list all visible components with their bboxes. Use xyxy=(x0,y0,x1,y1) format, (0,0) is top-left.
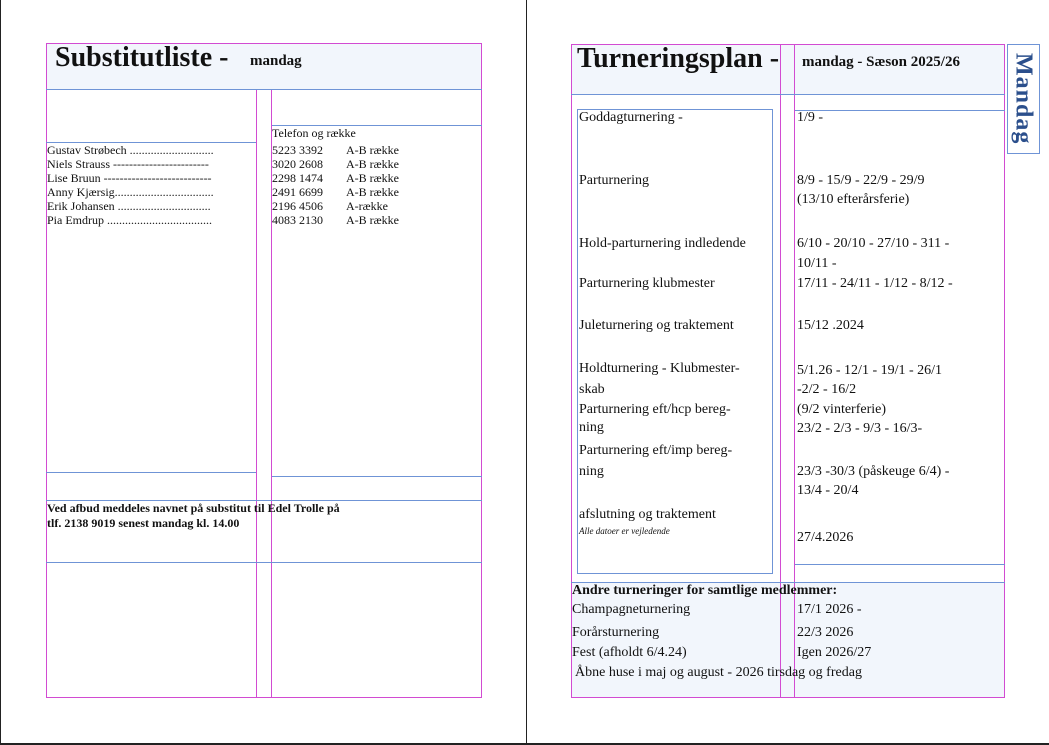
other-name: Fest (afholdt 6/4.24) xyxy=(572,645,687,660)
substitute-phone: 3020 2608 xyxy=(272,157,323,171)
event-dates: (13/10 efterårsferie) xyxy=(797,192,910,207)
left-page-title-day: mandag xyxy=(250,53,302,69)
event-name: skab xyxy=(579,382,605,397)
event-name: ning xyxy=(579,464,604,479)
substitute-row: A-B række xyxy=(346,213,399,227)
event-dates: 13/4 - 20/4 xyxy=(797,483,859,498)
substitute-name: Gustav Strøbech ............................ xyxy=(47,143,214,157)
spread-divider xyxy=(526,0,527,745)
other-name: Forårsturnering xyxy=(572,625,660,640)
substitute-row: A-B række xyxy=(346,157,399,171)
rule xyxy=(46,562,482,563)
event-dates: 5/1.26 - 12/1 - 19/1 - 26/1 xyxy=(797,363,943,378)
notice-line: Ved afbud meddeles navnet på substitut til Edel Trolle på xyxy=(47,501,340,515)
substitute-name: Anny Kjærsig................................. xyxy=(47,185,214,199)
substitute-row: A-række xyxy=(346,199,388,213)
event-name: Parturnering klubmester xyxy=(579,276,715,291)
substitute-phone: 2196 4506 xyxy=(272,199,323,213)
event-dates: -2/2 - 16/2 xyxy=(797,382,857,397)
right-column-gutter xyxy=(780,44,795,698)
event-name: Parturnering xyxy=(579,173,649,188)
side-label: Mandag xyxy=(1010,53,1037,145)
substitute-row: A-B række xyxy=(346,143,399,157)
event-name: ning xyxy=(579,420,604,435)
substitute-phone: 5223 3392 xyxy=(272,143,323,157)
substitute-name: Niels Strauss ------------------------ xyxy=(47,157,209,171)
event-name: Hold-parturnering indledende xyxy=(579,236,746,251)
other-name: Champagneturnering xyxy=(572,602,691,617)
event-dates: 23/3 -30/3 (påskeuge 6/4) - xyxy=(797,464,950,479)
notice-line: tlf. 2138 9019 senest mandag kl. 14.00 xyxy=(47,516,240,530)
right-page-title: Turneringsplan - xyxy=(577,43,780,74)
other-dates: Igen 2026/27 xyxy=(797,645,872,660)
left-edge xyxy=(0,0,1,745)
left-page-title: Substitutliste - xyxy=(55,42,229,73)
other-dates: 22/3 2026 xyxy=(797,625,854,640)
substitute-row: A-B række xyxy=(346,171,399,185)
event-dates: 17/11 - 24/11 - 1/12 - 8/12 - xyxy=(797,276,953,291)
other-tournaments-title: Andre turneringer for samtlige medlemmer: xyxy=(572,583,838,598)
event-name: Parturnering eft/imp bereg- xyxy=(579,443,733,458)
rule xyxy=(795,564,1005,565)
rule xyxy=(571,94,1005,95)
substitute-phone: 2298 1474 xyxy=(272,171,323,185)
event-dates: 15/12 .2024 xyxy=(797,318,864,333)
event-name: Goddagturnering - xyxy=(579,110,683,125)
other-last: Åbne huse i maj og august - 2026 tirsdag og fredag xyxy=(575,665,862,680)
disclaimer: Alle datoer er vejledende xyxy=(579,526,670,536)
substitute-phone: 2491 6699 xyxy=(272,185,323,199)
rule xyxy=(46,89,482,90)
substitute-phone: 4083 2130 xyxy=(272,213,323,227)
event-name: Juleturnering og traktement xyxy=(579,318,734,333)
right-page-subtitle: mandag - Sæson 2025/26 xyxy=(802,54,960,70)
rule xyxy=(795,110,1005,111)
event-name: afslutning og traktement xyxy=(579,507,716,522)
substitute-name: Erik Johansen ............................... xyxy=(47,199,211,213)
rule xyxy=(46,472,256,473)
event-name: Parturnering eft/hcp bereg- xyxy=(579,402,731,417)
side-label-box xyxy=(1007,46,1040,152)
event-dates: 6/10 - 20/10 - 27/10 - 311 - xyxy=(797,236,950,251)
substitute-name: Lise Bruun --------------------------- xyxy=(47,171,212,185)
phone-header: Telefon og række xyxy=(272,126,356,140)
substitute-row: A-B række xyxy=(346,185,399,199)
event-dates: 10/11 - xyxy=(797,256,837,271)
event-dates: 23/2 - 2/3 - 9/3 - 16/3- xyxy=(797,421,923,436)
event-dates: 1/9 - xyxy=(797,110,824,125)
substitute-name: Pia Emdrup ................................... xyxy=(47,213,212,227)
event-dates: (9/2 vinterferie) xyxy=(797,402,887,417)
rule xyxy=(272,476,482,477)
event-dates: 27/4.2026 xyxy=(797,530,854,545)
event-dates: 8/9 - 15/9 - 22/9 - 29/9 xyxy=(797,173,925,188)
event-name: Holdturnering - Klubmester- xyxy=(579,361,740,376)
left-column-gutter xyxy=(256,89,272,698)
other-dates: 17/1 2026 - xyxy=(797,602,862,617)
